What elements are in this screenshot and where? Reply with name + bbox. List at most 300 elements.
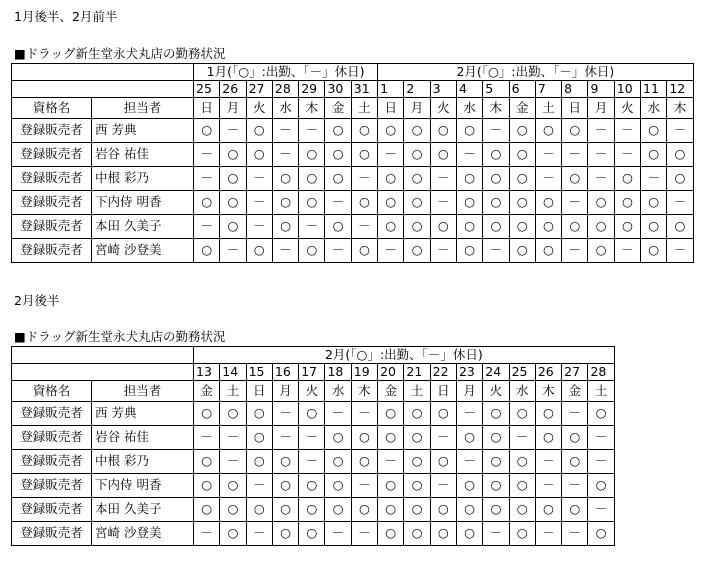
shift-mark: － (299, 215, 325, 239)
shift-mark: ○ (535, 191, 561, 215)
weekday-label: 土 (535, 98, 561, 119)
shift-mark: ○ (483, 426, 509, 450)
shift-mark: ○ (299, 522, 325, 546)
shift-mark: － (272, 119, 298, 143)
table-row (12, 450, 615, 474)
qualification-cell: 登録販売者 (12, 191, 92, 215)
shift-mark: ○ (483, 498, 509, 522)
weekday-label: 月 (272, 381, 298, 402)
shift-mark: － (535, 474, 561, 498)
column-header-person: 担当者 (92, 381, 194, 402)
shift-mark: ○ (430, 143, 456, 167)
person-cell: 西 芳典 (92, 119, 194, 143)
shift-mark: ○ (509, 450, 535, 474)
shift-mark: ○ (246, 119, 272, 143)
shift-mark: ○ (614, 215, 640, 239)
qualification-cell: 登録販売者 (12, 450, 92, 474)
day-number: 23 (456, 364, 482, 381)
shift-mark: － (588, 119, 614, 143)
shift-mark: － (667, 119, 693, 143)
shift-mark: ○ (220, 215, 246, 239)
weekday-label: 火 (299, 381, 325, 402)
shift-mark: － (246, 167, 272, 191)
shift-mark: ○ (351, 143, 377, 167)
column-header-qualification: 資格名 (12, 381, 92, 402)
shift-mark: ○ (430, 522, 456, 546)
day-number: 3 (430, 81, 456, 98)
shift-mark: － (667, 239, 693, 263)
shift-mark: － (378, 239, 404, 263)
shift-mark: － (562, 191, 588, 215)
table-row (12, 215, 694, 239)
shift-mark: ○ (404, 450, 430, 474)
shift-mark: ○ (246, 450, 272, 474)
shift-mark: ○ (194, 402, 220, 426)
shift-mark: ○ (325, 498, 351, 522)
shift-mark: ○ (299, 239, 325, 263)
qualification-cell: 登録販売者 (12, 239, 92, 263)
shift-mark: ○ (351, 239, 377, 263)
day-number: 12 (667, 81, 693, 98)
shift-mark: － (351, 474, 377, 498)
shift-mark: ○ (325, 426, 351, 450)
shift-mark: ○ (509, 402, 535, 426)
shift-mark: ○ (430, 119, 456, 143)
shift-mark: － (614, 119, 640, 143)
shift-mark: － (272, 426, 298, 450)
shift-mark: － (194, 215, 220, 239)
shift-mark: ○ (272, 215, 298, 239)
shift-mark: ○ (299, 498, 325, 522)
shift-mark: ○ (588, 191, 614, 215)
shift-mark: － (456, 143, 482, 167)
shift-mark: ○ (535, 498, 561, 522)
shift-mark: ○ (220, 143, 246, 167)
shift-mark: ○ (378, 474, 404, 498)
shift-mark: ○ (456, 522, 482, 546)
day-number: 2 (404, 81, 430, 98)
header-spacer (12, 364, 194, 381)
table-row (12, 119, 694, 143)
column-header-qualification: 資格名 (12, 98, 92, 119)
header-spacer (12, 81, 194, 98)
shift-mark: － (246, 215, 272, 239)
shift-mark: ○ (404, 474, 430, 498)
day-number: 25 (194, 81, 220, 98)
shift-mark: － (378, 143, 404, 167)
weekday-label: 水 (325, 381, 351, 402)
shift-mark: － (667, 191, 693, 215)
shift-mark: ○ (246, 426, 272, 450)
qualification-cell: 登録販売者 (12, 426, 92, 450)
day-number: 18 (325, 364, 351, 381)
shift-mark: － (351, 522, 377, 546)
shift-mark: － (220, 450, 246, 474)
weekday-label: 月 (220, 98, 246, 119)
header-spacer (12, 347, 194, 364)
shift-mark: ○ (194, 474, 220, 498)
shift-mark: － (562, 143, 588, 167)
shift-mark: ○ (404, 426, 430, 450)
person-cell: 中根 彩乃 (92, 167, 194, 191)
weekday-label: 土 (404, 381, 430, 402)
shift-mark: ○ (404, 167, 430, 191)
shift-mark: ○ (325, 143, 351, 167)
weekday-label: 土 (220, 381, 246, 402)
shift-mark: － (535, 143, 561, 167)
shift-mark: － (562, 239, 588, 263)
day-number: 7 (535, 81, 561, 98)
shift-mark: － (483, 119, 509, 143)
day-number: 27 (562, 364, 588, 381)
shift-mark: ○ (378, 522, 404, 546)
qualification-cell: 登録販売者 (12, 498, 92, 522)
weekday-label: 火 (430, 98, 456, 119)
column-header-person: 担当者 (92, 98, 194, 119)
shift-mark: ○ (220, 522, 246, 546)
shift-mark: － (562, 402, 588, 426)
shift-mark: ○ (194, 450, 220, 474)
shift-mark: ○ (220, 402, 246, 426)
shift-mark: ○ (641, 239, 667, 263)
table-row (12, 239, 694, 263)
table-row (12, 474, 615, 498)
shift-mark: ○ (404, 119, 430, 143)
shift-mark: ○ (299, 402, 325, 426)
person-cell: 宮崎 沙登美 (92, 239, 194, 263)
shift-mark: － (588, 426, 614, 450)
shift-mark: ○ (299, 167, 325, 191)
shift-mark: － (509, 426, 535, 450)
day-number: 9 (588, 81, 614, 98)
shift-mark: ○ (483, 474, 509, 498)
shift-mark: ○ (325, 474, 351, 498)
day-number: 25 (509, 364, 535, 381)
weekday-label: 水 (456, 98, 482, 119)
weekday-label: 火 (246, 98, 272, 119)
shift-mark: ○ (246, 143, 272, 167)
shift-mark: － (220, 426, 246, 450)
day-number: 16 (272, 364, 298, 381)
shift-mark: － (614, 239, 640, 263)
shift-mark: ○ (667, 215, 693, 239)
shift-mark: ○ (535, 402, 561, 426)
section1-title: ■ドラッグ新生堂永犬丸店の勤務状況 (14, 46, 226, 61)
shift-mark: － (272, 143, 298, 167)
shift-mark: ○ (220, 474, 246, 498)
shift-mark: － (562, 522, 588, 546)
shift-mark: ○ (483, 215, 509, 239)
day-number: 11 (641, 81, 667, 98)
shift-mark: ○ (456, 498, 482, 522)
shift-mark: － (325, 239, 351, 263)
person-cell: 岩谷 祐佳 (92, 143, 194, 167)
person-cell: 中根 彩乃 (92, 450, 194, 474)
shift-mark: ○ (246, 402, 272, 426)
weekday-label: 月 (456, 381, 482, 402)
shift-mark: ○ (351, 498, 377, 522)
shift-mark: － (194, 522, 220, 546)
shift-mark: ○ (483, 167, 509, 191)
shift-mark: ○ (456, 474, 482, 498)
shift-mark: － (351, 167, 377, 191)
shift-mark: － (535, 167, 561, 191)
day-number: 28 (588, 364, 614, 381)
shift-mark: － (430, 167, 456, 191)
shift-mark: ○ (667, 143, 693, 167)
shift-mark: ○ (351, 119, 377, 143)
shift-mark: － (535, 450, 561, 474)
day-number: 14 (220, 364, 246, 381)
qualification-cell: 登録販売者 (12, 143, 92, 167)
shift-mark: ○ (535, 119, 561, 143)
shift-mark: － (220, 119, 246, 143)
qualification-cell: 登録販売者 (12, 215, 92, 239)
shift-mark: － (246, 474, 272, 498)
table-row (12, 426, 615, 450)
shift-mark: ○ (456, 191, 482, 215)
shift-mark: － (430, 191, 456, 215)
shift-mark: ○ (509, 143, 535, 167)
shift-mark: ○ (509, 474, 535, 498)
shift-mark: － (272, 239, 298, 263)
person-cell: 岩谷 祐佳 (92, 426, 194, 450)
shift-mark: ○ (483, 191, 509, 215)
qualification-cell: 登録販売者 (12, 402, 92, 426)
person-cell: 本田 久美子 (92, 215, 194, 239)
shift-mark: ○ (378, 191, 404, 215)
shift-mark: － (456, 402, 482, 426)
qualification-cell: 登録販売者 (12, 474, 92, 498)
table-row (12, 402, 615, 426)
shift-mark: ○ (325, 167, 351, 191)
day-number: 15 (246, 364, 272, 381)
weekday-label: 土 (588, 381, 614, 402)
table-row (12, 498, 615, 522)
month-group-header: 1月(「○」:出勤、「－」休日) (194, 64, 378, 81)
weekday-label: 木 (299, 98, 325, 119)
shift-mark: ○ (378, 215, 404, 239)
weekday-label: 金 (325, 98, 351, 119)
shift-mark: － (272, 402, 298, 426)
shift-mark: ○ (272, 167, 298, 191)
shift-mark: － (299, 450, 325, 474)
weekday-label: 木 (667, 98, 693, 119)
section1-heading: 1月後半、2月前半 (14, 9, 118, 24)
day-number: 4 (456, 81, 482, 98)
shift-mark: ○ (220, 191, 246, 215)
month-group-header: 2月(「○」:出勤、「－」休日) (378, 64, 694, 81)
shift-mark: ○ (194, 239, 220, 263)
shift-mark: － (456, 450, 482, 474)
weekday-label: 月 (404, 98, 430, 119)
shift-mark: ○ (430, 450, 456, 474)
table-row (12, 167, 694, 191)
shift-mark: ○ (272, 450, 298, 474)
shift-mark: ○ (588, 474, 614, 498)
shift-mark: ○ (404, 498, 430, 522)
day-number: 20 (378, 364, 404, 381)
shift-mark: － (325, 522, 351, 546)
shift-mark: － (430, 239, 456, 263)
shift-mark: ○ (194, 498, 220, 522)
shift-mark: ○ (509, 239, 535, 263)
day-number: 8 (562, 81, 588, 98)
shift-mark: ○ (562, 426, 588, 450)
shift-mark: ○ (246, 239, 272, 263)
weekday-label: 水 (272, 98, 298, 119)
shift-mark: ○ (272, 474, 298, 498)
shift-mark: ○ (562, 119, 588, 143)
shift-mark: － (299, 426, 325, 450)
day-number: 31 (351, 81, 377, 98)
shift-mark: ○ (404, 143, 430, 167)
shift-mark: ○ (509, 167, 535, 191)
shift-mark: ○ (456, 119, 482, 143)
shift-mark: ○ (588, 522, 614, 546)
shift-mark: ○ (194, 119, 220, 143)
shift-mark: ○ (667, 167, 693, 191)
shift-mark: ○ (404, 215, 430, 239)
day-number: 30 (325, 81, 351, 98)
weekday-label: 水 (509, 381, 535, 402)
shift-mark: ○ (509, 522, 535, 546)
shift-mark: ○ (325, 119, 351, 143)
shift-mark: ○ (614, 167, 640, 191)
weekday-label: 日 (194, 98, 220, 119)
shift-mark: ○ (351, 426, 377, 450)
header-spacer (12, 64, 194, 81)
day-number: 26 (220, 81, 246, 98)
shift-mark: ○ (325, 450, 351, 474)
weekday-label: 日 (246, 381, 272, 402)
day-number: 13 (194, 364, 220, 381)
shift-mark: ○ (378, 426, 404, 450)
shift-mark: ○ (325, 215, 351, 239)
shift-mark: ○ (562, 215, 588, 239)
shift-mark: ○ (272, 498, 298, 522)
shift-mark: － (588, 167, 614, 191)
shift-mark: ○ (562, 498, 588, 522)
table-row (12, 522, 615, 546)
shift-mark: ○ (483, 143, 509, 167)
qualification-cell: 登録販売者 (12, 119, 92, 143)
weekday-label: 金 (509, 98, 535, 119)
shift-mark: － (430, 426, 456, 450)
shift-mark: ○ (299, 474, 325, 498)
shift-mark: － (430, 474, 456, 498)
shift-mark: － (535, 522, 561, 546)
shift-mark: ○ (483, 402, 509, 426)
schedule-table-1 (11, 63, 694, 263)
shift-mark: － (562, 474, 588, 498)
day-number: 21 (404, 364, 430, 381)
shift-mark: ○ (614, 191, 640, 215)
shift-mark: ○ (194, 191, 220, 215)
section2-title: ■ドラッグ新生堂永犬丸店の勤務状況 (14, 329, 226, 344)
weekday-label: 日 (562, 98, 588, 119)
shift-mark: － (483, 522, 509, 546)
shift-mark: － (246, 191, 272, 215)
shift-mark: － (614, 143, 640, 167)
person-cell: 下内侍 明香 (92, 191, 194, 215)
shift-mark: － (194, 143, 220, 167)
shift-mark: ○ (588, 239, 614, 263)
month-group-header: 2月(「○」:出勤、「－」休日) (194, 347, 615, 364)
day-number: 22 (430, 364, 456, 381)
day-number: 1 (378, 81, 404, 98)
person-cell: 本田 久美子 (92, 498, 194, 522)
day-number: 27 (246, 81, 272, 98)
day-number: 17 (299, 364, 325, 381)
shift-mark: － (220, 239, 246, 263)
shift-mark: ○ (378, 167, 404, 191)
shift-mark: － (246, 522, 272, 546)
shift-mark: ○ (378, 402, 404, 426)
shift-mark: ○ (220, 498, 246, 522)
schedule-table-2 (11, 346, 615, 546)
shift-mark: ○ (509, 191, 535, 215)
shift-mark: ○ (404, 522, 430, 546)
day-number: 5 (483, 81, 509, 98)
weekday-label: 金 (562, 381, 588, 402)
person-cell: 宮崎 沙登美 (92, 522, 194, 546)
day-number: 26 (535, 364, 561, 381)
shift-mark: ○ (430, 402, 456, 426)
weekday-label: 火 (483, 381, 509, 402)
person-cell: 西 芳典 (92, 402, 194, 426)
table-row (12, 191, 694, 215)
shift-mark: － (588, 498, 614, 522)
shift-mark: ○ (220, 167, 246, 191)
shift-mark: ○ (509, 498, 535, 522)
day-number: 6 (509, 81, 535, 98)
shift-mark: ○ (404, 402, 430, 426)
shift-mark: ○ (378, 498, 404, 522)
shift-mark: ○ (509, 119, 535, 143)
shift-mark: ○ (641, 191, 667, 215)
shift-mark: － (588, 143, 614, 167)
shift-mark: ○ (299, 191, 325, 215)
weekday-label: 水 (641, 98, 667, 119)
weekday-label: 木 (483, 98, 509, 119)
person-cell: 下内侍 明香 (92, 474, 194, 498)
shift-mark: ○ (430, 215, 456, 239)
shift-mark: － (378, 450, 404, 474)
shift-mark: － (325, 402, 351, 426)
shift-mark: － (483, 239, 509, 263)
shift-mark: ○ (588, 402, 614, 426)
shift-mark: － (641, 167, 667, 191)
shift-mark: ○ (456, 426, 482, 450)
shift-mark: － (325, 191, 351, 215)
weekday-label: 月 (588, 98, 614, 119)
weekday-label: 金 (378, 381, 404, 402)
shift-mark: ○ (378, 119, 404, 143)
shift-mark: ○ (535, 239, 561, 263)
shift-mark: ○ (404, 239, 430, 263)
shift-mark: ○ (351, 191, 377, 215)
shift-mark: － (194, 167, 220, 191)
shift-mark: ○ (641, 119, 667, 143)
weekday-label: 木 (535, 381, 561, 402)
shift-mark: ○ (246, 498, 272, 522)
weekday-label: 金 (194, 381, 220, 402)
weekday-label: 日 (430, 381, 456, 402)
shift-mark: ○ (456, 167, 482, 191)
shift-mark: － (194, 426, 220, 450)
shift-mark: ○ (299, 143, 325, 167)
